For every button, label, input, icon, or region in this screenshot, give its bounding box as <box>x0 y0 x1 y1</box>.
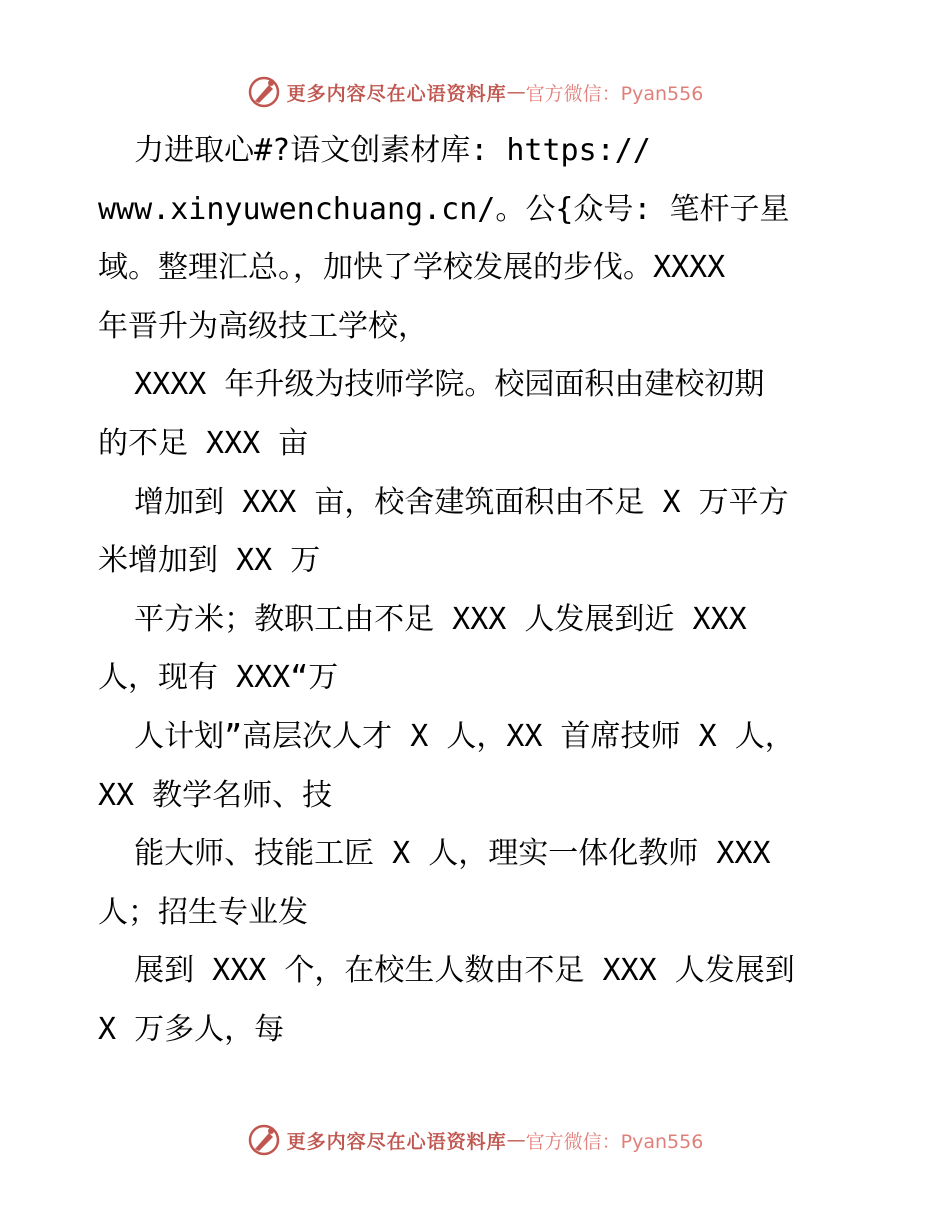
text-line: 人计划”高层次人才 X 人，XX 首席技师 X 人， <box>98 718 795 754</box>
watermark-text: 更多内容尽在心语资料库 <box>286 82 507 105</box>
watermark-wechat: 官方微信：Pyan556 <box>525 1130 704 1153</box>
text-line: 人，现有 XXX“万 <box>98 660 339 696</box>
watermark-dash: — <box>506 1129 526 1151</box>
text-line: 域。整理汇总。，加快了学校发展的步伐。XXXX <box>98 250 726 286</box>
pen-logo-icon <box>247 1123 281 1157</box>
text-line: XX 教学名师、技 <box>98 777 333 813</box>
text-line: 年晋升为高级技工学校， <box>98 308 428 344</box>
document-body <box>98 122 868 1060</box>
text-line: 米增加到 XX 万 <box>98 543 321 579</box>
text-line: 人；招生专业发 <box>98 894 308 930</box>
watermark-text: 更多内容尽在心语资料库 <box>286 1130 507 1153</box>
text-line: X 万多人，每 <box>98 1011 285 1047</box>
text-line: 力进取心#?语文创素材库: https:// <box>98 133 651 168</box>
text-line: 平方米；教职工由不足 XXX 人发展到近 XXX <box>98 601 747 637</box>
pen-logo-icon <box>247 75 281 109</box>
text-line: www.xinyuwenchuang.cn/。公{众号: 笔杆子星 <box>98 191 790 227</box>
footer-watermark <box>0 1120 950 1160</box>
watermark-wechat: 官方微信：Pyan556 <box>525 82 704 105</box>
text-line: XXXX 年升级为技师学院。校园面积由建校初期 <box>98 367 765 403</box>
text-line: 增加到 XXX 亩，校舍建筑面积由不足 X 万平方 <box>98 484 789 520</box>
header-watermark <box>0 72 950 112</box>
text-line: 能大师、技能工匠 X 人，理实一体化教师 XXX <box>98 836 771 872</box>
watermark-dash: — <box>506 81 526 103</box>
text-line: 的不足 XXX 亩 <box>98 425 309 461</box>
text-line: 展到 XXX 个，在校生人数由不足 XXX 人发展到 <box>98 953 795 989</box>
